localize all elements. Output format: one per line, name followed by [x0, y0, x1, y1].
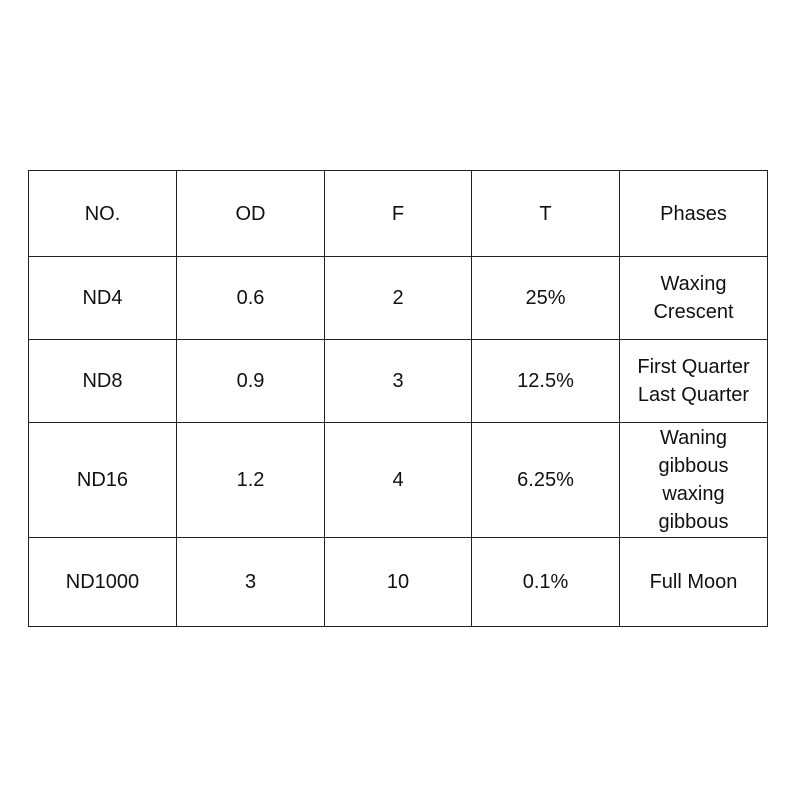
phase-line: gibbous	[658, 455, 729, 477]
cell-no: ND8	[29, 340, 177, 423]
phase-line: Waxing	[660, 273, 727, 295]
header-od: OD	[177, 171, 325, 257]
cell-od: 0.6	[177, 257, 325, 340]
cell-t: 25%	[472, 257, 620, 340]
table-header-row	[29, 171, 768, 257]
table-row	[29, 423, 768, 538]
phase-line: Crescent	[653, 301, 734, 323]
header-no: NO.	[29, 171, 177, 257]
phase-line: Full Moon	[649, 571, 738, 593]
cell-od: 1.2	[177, 423, 325, 538]
table-row	[29, 257, 768, 340]
phase-line: gibbous	[658, 511, 729, 533]
nd-filter-table	[28, 170, 768, 627]
cell-no: ND1000	[29, 538, 177, 627]
header-f: F	[325, 171, 472, 257]
header-t: T	[472, 171, 620, 257]
phase-line: waxing	[662, 483, 725, 505]
cell-f: 10	[325, 538, 472, 627]
cell-t: 0.1%	[472, 538, 620, 627]
cell-phases	[620, 538, 768, 627]
cell-od: 0.9	[177, 340, 325, 423]
cell-f: 2	[325, 257, 472, 340]
cell-od: 3	[177, 538, 325, 627]
cell-phases	[620, 257, 768, 340]
cell-t: 6.25%	[472, 423, 620, 538]
cell-f: 4	[325, 423, 472, 538]
table-row	[29, 340, 768, 423]
phase-line: Waning	[659, 427, 728, 449]
header-phases: Phases	[620, 171, 768, 257]
cell-no: ND4	[29, 257, 177, 340]
table-row	[29, 538, 768, 627]
cell-phases	[620, 423, 768, 538]
cell-phases	[620, 340, 768, 423]
cell-f: 3	[325, 340, 472, 423]
cell-t: 12.5%	[472, 340, 620, 423]
cell-no: ND16	[29, 423, 177, 538]
phase-line: First Quarter	[637, 356, 750, 378]
phase-line: Last Quarter	[637, 384, 750, 406]
